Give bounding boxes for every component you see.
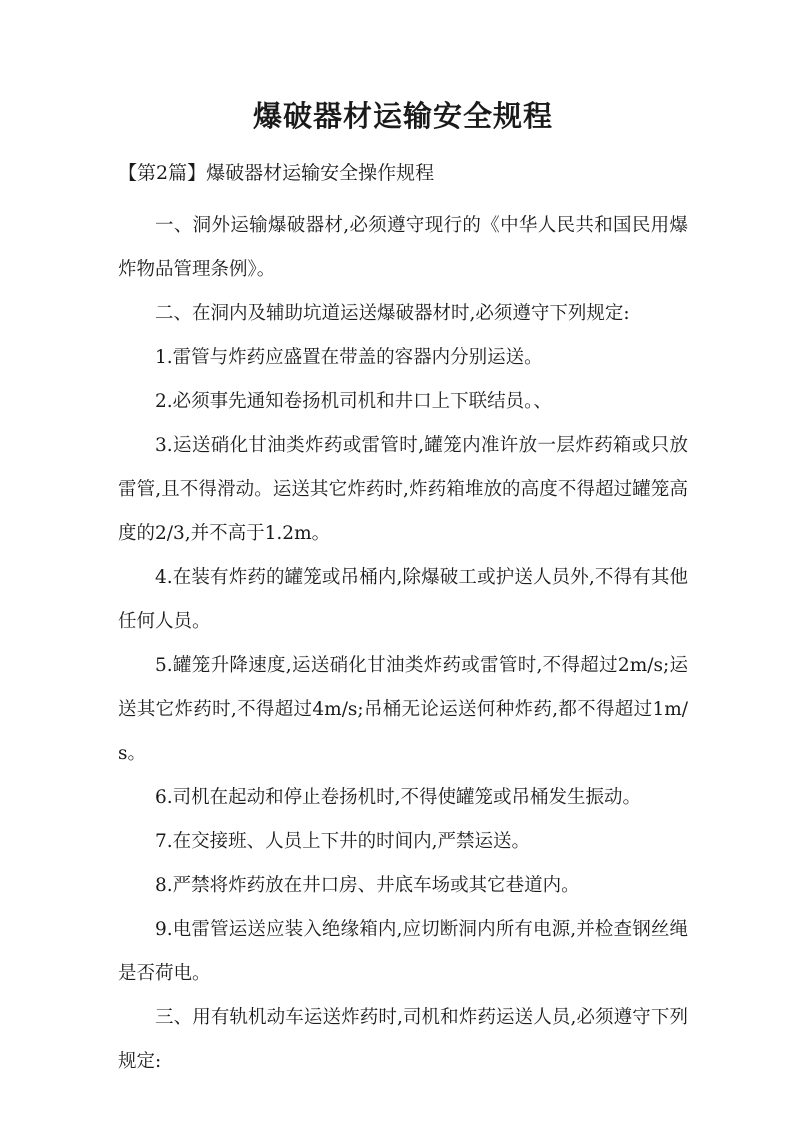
paragraph-item-3: 3.运送硝化甘油类炸药或雷管时,罐笼内准许放一层炸药箱或只放雷管,且不得滑动。运送其它炸药时,炸药箱堆放的高度不得超过罐笼高度的2/3,并不高于1.2m。	[118, 435, 688, 544]
document-subtitle: 【第2篇】爆破器材运输安全操作规程	[118, 162, 435, 184]
paragraph-item-2: 2.必须事先通知卷扬机司机和井口上下联结员。、	[155, 391, 552, 412]
document-body	[118, 204, 688, 1084]
paragraph-item-9: 9.电雷管运送应装入绝缘箱内,应切断洞内所有电源,并检查钢丝绳是否荷电。	[118, 919, 688, 984]
paragraph-item-5: 5.罐笼升降速度,运送硝化甘油类炸药或雷管时,不得超过2m/s;运送其它炸药时,不得超过4m/s;吊桶无论运送何种炸药,都不得超过1m/s。	[118, 655, 688, 764]
paragraph-item-1: 1.雷管与炸药应盛置在带盖的容器内分别运送。	[155, 347, 543, 368]
paragraph-clause-1: 一、洞外运输爆破器材,必须遵守现行的《中华人民共和国民用爆炸物品管理条例》。	[118, 215, 688, 280]
paragraph-clause-2: 二、在洞内及辅助坑道运送爆破器材时,必须遵守下列规定:	[155, 303, 630, 324]
paragraph-clause-3: 三、用有轨机动车运送炸药时,司机和炸药运送人员,必须遵守下列规定:	[118, 1007, 688, 1072]
document-title: 爆破器材运输安全规程	[252, 99, 553, 133]
paragraph-item-6: 6.司机在起动和停止卷扬机时,不得使罐笼或吊桶发生振动。	[155, 787, 642, 808]
paragraph-item-4: 4.在装有炸药的罐笼或吊桶内,除爆破工或护送人员外,不得有其他任何人员。	[118, 567, 688, 632]
paragraph-item-8: 8.严禁将炸药放在井口房、井底车场或其它巷道内。	[155, 875, 580, 896]
paragraph-item-7: 7.在交接班、人员上下井的时间内,严禁运送。	[155, 831, 531, 852]
